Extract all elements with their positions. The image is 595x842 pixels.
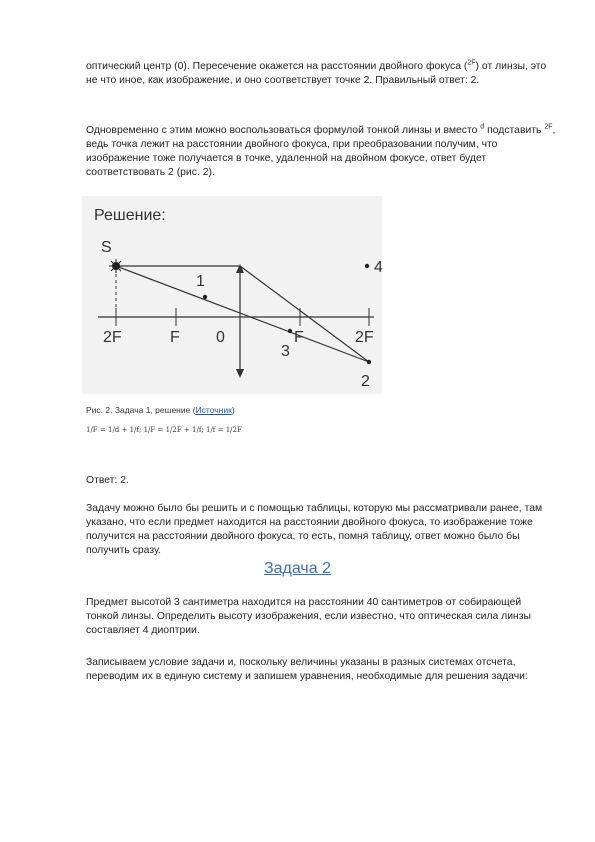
paragraph-lens-formula: Одновременно с этим можно воспользоваться формулой тонкой линзы и вместо $^d$ подставить $^{2F}$, ведь точка лежит на расстоянии двойного фокуса, при преобразовании получим, что изображение тоже получается в точке, удаленной на двойном фокусе, ответ будет соответствовать 2 (рис. 2). [86, 123, 556, 178]
label-2f-right: 2F [355, 329, 374, 346]
task-2-link[interactable]: Задача 2 [263, 560, 332, 577]
figure-title: Решение: [94, 207, 166, 224]
point-2 [367, 360, 371, 364]
point-4 [365, 264, 369, 268]
ray-through-center [116, 266, 369, 362]
inline-formula-2f: 2F [467, 59, 476, 67]
task-2-heading [0, 560, 595, 578]
answer-text: Ответ: 2. [86, 475, 129, 486]
light-source-s [109, 259, 123, 273]
ray-refracted [240, 266, 369, 362]
paragraph-answer-explanation: оптический центр (0). Пересечение окажется на расстоянии двойного фокуса ($^{2F}$) от линзы, это не что иное, как изображение, и оно соответствует точке 2. Правильный ответ: 2. [86, 59, 547, 86]
label-4: 4 [374, 259, 383, 276]
paragraph-task-2-setup: Записываем условие задачи и, поскольку величины указаны в разных системах отсчета, переводим их в единую систему и запишем уравнения, необходимые для решения задачи: [86, 657, 528, 682]
point-3 [288, 329, 292, 333]
lens-formula: 1/F = 1/d + 1/f; 1/F = 1/2F + 1/f; 1/f = 1/2F [86, 426, 242, 434]
paragraph-table-method: Задачу можно было бы решить и с помощью таблицы, которую мы рассматривали ранее, там указано, что если предмет находится на расстоянии двойного фокуса, то изображение тоже получится на расстоянии двойного фокуса, то есть, помня таблицу, ответ можно было бы получить сразу. [86, 503, 543, 556]
label-2: 2 [361, 373, 370, 390]
point-1 [203, 295, 207, 299]
lens-arrow-bottom [236, 369, 244, 378]
inline-formula-d: d [480, 123, 485, 131]
figure-caption: Рис. 2. Задача 1, решение (Источник) [86, 405, 235, 415]
label-2f-left: 2F [103, 329, 122, 346]
inline-formula-2f: 2F [544, 123, 553, 131]
source-link[interactable]: Источник [195, 405, 232, 415]
solution-figure [82, 196, 382, 394]
label-f-left: F [170, 329, 180, 346]
label-f-right: F [294, 329, 304, 346]
label-s: S [101, 239, 112, 256]
paragraph-task-2-statement: Предмет высотой 3 сантиметра находится на расстоянии 40 сантиметров от собирающей тонкой линзы. Определить высоту изображения, если известно, что оптическая сила линзы составляет 4 диоптрии. [86, 597, 532, 636]
label-zero: 0 [216, 329, 225, 346]
label-3: 3 [281, 343, 290, 360]
lens-ray-diagram [82, 196, 382, 394]
label-1: 1 [196, 273, 205, 290]
